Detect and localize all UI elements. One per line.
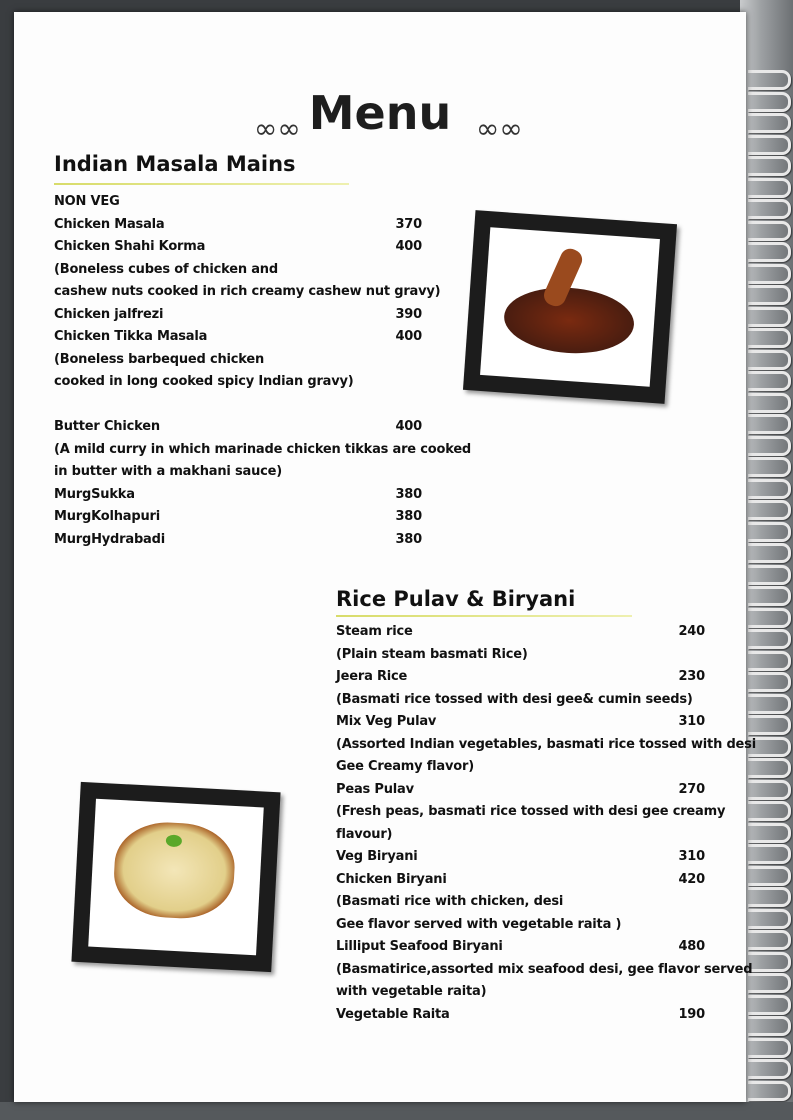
menu-item bbox=[54, 304, 422, 327]
binder-ring bbox=[748, 1016, 791, 1036]
item-price: 390 bbox=[395, 306, 422, 322]
binder-ring bbox=[748, 866, 791, 886]
binder-ring bbox=[748, 135, 791, 155]
binder-ring bbox=[748, 1081, 791, 1101]
item-price: 310 bbox=[678, 714, 705, 729]
item-name: Gee Creamy flavor) bbox=[336, 759, 474, 774]
rice-biryani-list bbox=[336, 621, 756, 1026]
item-name: MurgHydrabadi bbox=[54, 531, 165, 547]
menu-item-description bbox=[336, 801, 726, 824]
binder-ring bbox=[748, 758, 791, 778]
binder-ring bbox=[748, 436, 791, 456]
item-name: (Plain steam basmati Rice) bbox=[336, 646, 528, 662]
binder-ring bbox=[748, 92, 791, 112]
page-title: Menu bbox=[308, 86, 452, 140]
binder-ring bbox=[748, 479, 791, 499]
binder-ring bbox=[748, 823, 791, 843]
menu-item bbox=[54, 529, 422, 552]
binder-ring bbox=[748, 694, 791, 714]
item-name: (Boneless cubes of chicken and bbox=[54, 261, 278, 277]
menu-item-description bbox=[54, 191, 422, 214]
item-price: 400 bbox=[395, 419, 422, 434]
menu-item-description bbox=[54, 371, 422, 394]
menu-item-description bbox=[54, 349, 422, 372]
binder-ring bbox=[748, 457, 791, 477]
item-name: Chicken Masala bbox=[54, 216, 165, 232]
masala-mains-list bbox=[54, 191, 472, 551]
item-name: MurgSukka bbox=[54, 486, 135, 502]
item-price: 400 bbox=[395, 239, 422, 254]
binder-ring bbox=[748, 414, 791, 434]
item-name: cashew nuts cooked in rich creamy cashew nut gravy) bbox=[54, 284, 441, 299]
binder-ring bbox=[748, 629, 791, 649]
item-price: 380 bbox=[395, 509, 422, 524]
binder-ring bbox=[748, 565, 791, 585]
binder-ring bbox=[748, 156, 791, 176]
item-price: 380 bbox=[395, 531, 422, 547]
binder-ring bbox=[748, 887, 791, 907]
menu-item-description bbox=[336, 914, 705, 937]
curry-bowl-icon bbox=[502, 284, 636, 358]
section-heading-masala-mains: Indian Masala Mains bbox=[54, 152, 296, 176]
menu-item bbox=[336, 779, 705, 802]
binder-ring bbox=[748, 844, 791, 864]
item-price: 310 bbox=[678, 849, 705, 864]
binder-edge bbox=[0, 1102, 793, 1120]
binder-ring bbox=[748, 651, 791, 671]
item-name: (Basmati rice tossed with desi gee& cumin seeds) bbox=[336, 691, 693, 707]
menu-item bbox=[54, 236, 422, 259]
item-name: (Boneless barbequed chicken bbox=[54, 351, 265, 367]
menu-item-description bbox=[336, 981, 705, 1004]
menu-item bbox=[54, 326, 422, 349]
menu-item-description bbox=[54, 394, 422, 417]
menu-item-description bbox=[54, 461, 422, 484]
item-name: Peas Pulav bbox=[336, 781, 414, 797]
menu-item bbox=[336, 936, 705, 959]
item-name: MurgKolhapuri bbox=[54, 509, 160, 524]
item-price: 380 bbox=[395, 486, 422, 502]
binder-ring bbox=[748, 264, 791, 284]
rice-bowl-photo bbox=[71, 782, 280, 972]
item-name: Butter Chicken bbox=[54, 419, 160, 434]
item-price: 480 bbox=[678, 939, 705, 954]
item-name: (Basmati rice with chicken, desi bbox=[336, 894, 564, 909]
item-name: Chicken Tikka Masala bbox=[54, 329, 208, 344]
menu-item bbox=[336, 666, 705, 689]
binder-ring bbox=[748, 995, 791, 1015]
menu-item bbox=[54, 214, 422, 237]
binder-ring bbox=[748, 522, 791, 542]
binder-ring bbox=[748, 221, 791, 241]
item-price: 400 bbox=[395, 329, 422, 344]
item-name: Chicken jalfrezi bbox=[54, 306, 164, 322]
binder-ring bbox=[748, 608, 791, 628]
item-price: 190 bbox=[678, 1006, 705, 1022]
binder-ring bbox=[748, 952, 791, 972]
item-name: (A mild curry in which marinade chicken tikkas are cooked bbox=[54, 441, 472, 457]
binder-ring bbox=[748, 350, 791, 370]
menu-item-description bbox=[54, 281, 441, 304]
swirl-ornament-right-icon: ∞∞ bbox=[476, 112, 523, 145]
binder-ring bbox=[748, 780, 791, 800]
item-name: (Assorted Indian vegetables, basmati rice tossed with desi bbox=[336, 736, 756, 752]
item-name: Chicken Shahi Korma bbox=[54, 239, 206, 254]
item-name: (Basmatirice,assorted mix seafood desi, gee flavor served bbox=[336, 961, 753, 977]
item-name: Chicken Biryani bbox=[336, 871, 447, 887]
heading-underline bbox=[54, 183, 349, 185]
menu-item-description bbox=[54, 259, 422, 282]
menu-item bbox=[336, 711, 705, 734]
item-name: Mix Veg Pulav bbox=[336, 714, 437, 729]
section-heading-rice-biryani: Rice Pulav & Biryani bbox=[336, 587, 576, 611]
item-price: 420 bbox=[678, 871, 705, 887]
chicken-curry-photo bbox=[463, 210, 677, 404]
menu-item bbox=[336, 846, 705, 869]
menu-item-description bbox=[336, 734, 756, 757]
item-name: Veg Biryani bbox=[336, 849, 418, 864]
binder-ring bbox=[748, 307, 791, 327]
item-name: Steam rice bbox=[336, 624, 413, 639]
item-name: Lilliput Seafood Biryani bbox=[336, 939, 503, 954]
menu-item-description bbox=[336, 959, 753, 982]
binder-ring bbox=[748, 715, 791, 735]
binder-ring bbox=[748, 1059, 791, 1079]
menu-item-description bbox=[336, 824, 705, 847]
heading-underline bbox=[336, 615, 632, 617]
menu-item bbox=[336, 621, 705, 644]
menu-item bbox=[54, 484, 422, 507]
menu-item bbox=[54, 416, 422, 439]
binder-ring bbox=[748, 1038, 791, 1058]
menu-item-description bbox=[54, 439, 472, 462]
binder-ring bbox=[748, 242, 791, 262]
swirl-ornament-left-icon: ∞∞ bbox=[254, 112, 301, 145]
item-price: 230 bbox=[678, 669, 705, 684]
item-price: 240 bbox=[678, 624, 705, 639]
binder-ring bbox=[748, 500, 791, 520]
item-price: 270 bbox=[678, 781, 705, 797]
binder-ring bbox=[748, 393, 791, 413]
binder-ring bbox=[748, 178, 791, 198]
item-name: Gee flavor served with vegetable raita ) bbox=[336, 916, 622, 932]
menu-item-description bbox=[336, 644, 705, 667]
binder-ring bbox=[748, 672, 791, 692]
item-name: Vegetable Raita bbox=[336, 1006, 450, 1022]
item-name: cooked in long cooked spicy Indian gravy) bbox=[54, 374, 354, 389]
binder-ring bbox=[748, 70, 791, 90]
item-name: NON VEG bbox=[54, 194, 120, 209]
menu-page bbox=[14, 12, 756, 1102]
binder-ring bbox=[748, 801, 791, 821]
menu-item-description bbox=[336, 756, 705, 779]
item-name: (Fresh peas, basmati rice tossed with desi gee creamy bbox=[336, 804, 726, 819]
binder-ring bbox=[748, 328, 791, 348]
item-name: with vegetable raita) bbox=[336, 984, 487, 999]
menu-item bbox=[336, 869, 705, 892]
menu-item-description bbox=[336, 689, 705, 712]
menu-item bbox=[54, 506, 422, 529]
binder-ring bbox=[748, 586, 791, 606]
binder-ring bbox=[748, 285, 791, 305]
binder-ring bbox=[748, 543, 791, 563]
item-price: 370 bbox=[395, 216, 422, 232]
menu-item-description bbox=[336, 891, 705, 914]
binder-ring bbox=[748, 909, 791, 929]
item-name: flavour) bbox=[336, 826, 393, 842]
item-name: in butter with a makhani sauce) bbox=[54, 464, 282, 479]
binder-ring bbox=[748, 199, 791, 219]
binder-ring bbox=[748, 930, 791, 950]
binder-ring bbox=[748, 113, 791, 133]
binder-ring bbox=[748, 973, 791, 993]
item-name: Jeera Rice bbox=[336, 669, 408, 684]
binder-ring bbox=[748, 371, 791, 391]
menu-item bbox=[336, 1004, 705, 1027]
